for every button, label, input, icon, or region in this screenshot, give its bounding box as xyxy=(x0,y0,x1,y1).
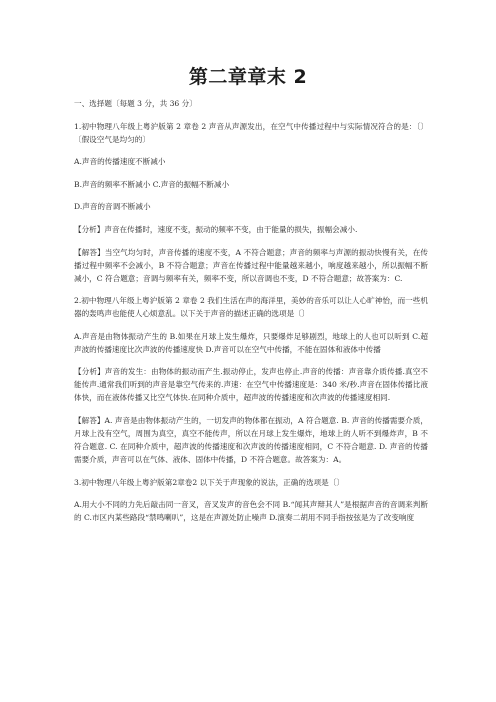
question-1-option-d: D.声音的音调不断减小 xyxy=(74,202,151,212)
question-2-options: A.声音是由物体振动产生的 B.如果在月球上发生爆炸，只要爆炸足够剧烈，地球上的人也可以听到 C.超声波的传播速度比次声波的传播速度快 D.声音可以在空气中传播，不能在固体和液体中传播 xyxy=(74,331,428,354)
question-1-options-bc: B.声音的频率不断减小 C.声音的振幅不断减小 xyxy=(74,179,230,189)
document-title: 第二章章末 2 xyxy=(188,66,308,88)
document-body xyxy=(74,97,428,534)
question-2-solution: 【解答】A. 声音是由物体振动产生的，一切发声的物体都在振动，A 符合题意. B. 声音的传播需要介质，月球上没有空气，周围为真空，真空不能传声，所以在月球上发生爆炸，地球上的人听不到爆炸声，B 不符合题意. C. 在同种介质中，超声波的传播速度和次声波的传播速度相同，C 不符合题意. D. 声音的传播需要介质，声音可以在气体、液体、固体中传播，D 不符合题意。故答案为：A。 xyxy=(74,415,428,464)
question-1-analysis: 【分析】声音在传播时，速度不变，振动的频率不变，由于能量的损失，振幅会减小. xyxy=(74,224,358,234)
question-1-option-a: A.声音的传播速度不断减小 xyxy=(74,157,166,167)
question-1: 1.初中物理八年级上粤沪版第 2 章卷 2 声音从声源发出，在空气中传播过程中与实际情况符合的是：〔〕〔假设空气是均匀的〕 xyxy=(74,121,428,144)
question-2-analysis: 【分析】声音的发生：由物体的振动而产生.振动停止，发声也停止.声音的传播：声音靠介质传播.真空不能传声.通常我们听到的声音是靠空气传来的.声速：在空气中传播速度是：340 米/秒.声音在固体传播比液体快，而在液体传播又比空气体快.在同种介质中，超声波的传播速度和次声波的传播速度相同. xyxy=(74,367,428,403)
question-1-solution: 【解答】当空气均匀时，声音传播的速度不变，A 不符合题意；声音的频率与声源的振动快慢有关，在传播过程中频率不会减小，B 不符合题意；声音在传播过程中能量越来越小，响度越来越小，所以振幅不断减小，C 符合题意；音调与频率有关，频率不变，所以音调也不变，D 不符合题意；故答案为：C. xyxy=(74,247,428,283)
question-3-options: A.用大小不同的力先后敲击同一音叉，音叉发声的音色会不同 B.“闻其声辩其人”是根据声音的音调来判断的 C.市区内某些路段“禁鸣喇叭”，这是在声源处防止噪声 D.演奏二胡用不同手指按弦是为了改变响度 xyxy=(74,500,428,523)
question-2: 2.初中物理八年级上粤沪版第 2 章卷 2 我们生活在声的海洋里，美妙的音乐可以让人心旷神怡，而一些机器的轰鸣声也能使人心烦意乱。以下关于声音的描述正确的选项是〔〕 xyxy=(74,296,428,319)
section-heading: 一、选择题〔每题 3 分，共 36 分〕 xyxy=(74,99,197,108)
question-3: 3.初中物理八年级上粤沪版第2章卷2 以下关于声现象的说法，正确的选项是〔〕 xyxy=(74,477,344,487)
